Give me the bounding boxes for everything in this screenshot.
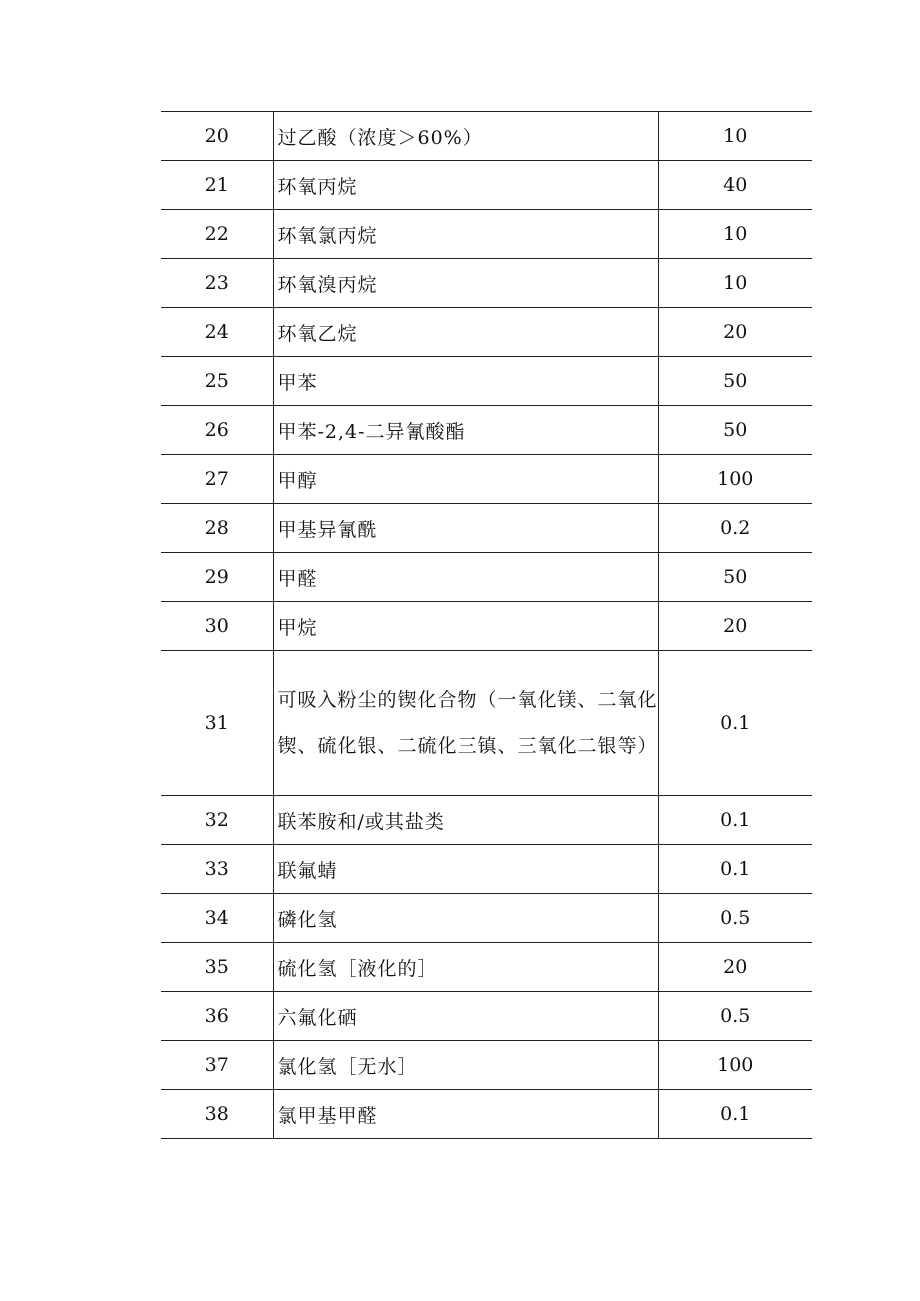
table-row	[161, 161, 812, 210]
table-row	[161, 504, 812, 553]
threshold-quantity: 0.1	[658, 651, 812, 796]
substance-name: 氯甲基甲醛	[273, 1090, 658, 1139]
threshold-quantity: 10	[658, 112, 812, 161]
row-number: 21	[161, 161, 273, 210]
row-number: 35	[161, 943, 273, 992]
substance-name: 氯化氢［无水］	[273, 1041, 658, 1090]
substance-name: 可吸入粉尘的锲化合物（一氧化镁、二氧化锲、硫化银、二硫化三镇、三氧化二银等）	[273, 651, 658, 796]
threshold-quantity: 0.1	[658, 845, 812, 894]
row-number: 30	[161, 602, 273, 651]
substance-name: 磷化氢	[273, 894, 658, 943]
substance-name: 甲醇	[273, 455, 658, 504]
substance-name: 联苯胺和/或其盐类	[273, 796, 658, 845]
table-row	[161, 1041, 812, 1090]
threshold-quantity: 0.1	[658, 1090, 812, 1139]
substance-name: 硫化氢［液化的］	[273, 943, 658, 992]
substance-name: 环氧丙烷	[273, 161, 658, 210]
threshold-quantity: 100	[658, 1041, 812, 1090]
substance-name: 环氧氯丙烷	[273, 210, 658, 259]
row-number: 28	[161, 504, 273, 553]
row-number: 25	[161, 357, 273, 406]
substance-name: 甲苯	[273, 357, 658, 406]
substance-name: 甲基异氰酰	[273, 504, 658, 553]
table-row	[161, 308, 812, 357]
table-row	[161, 943, 812, 992]
substance-name: 甲苯-2,4-二异氰酸酯	[273, 406, 658, 455]
row-number: 29	[161, 553, 273, 602]
substance-name: 甲醛	[273, 553, 658, 602]
substance-name: 甲烷	[273, 602, 658, 651]
row-number: 23	[161, 259, 273, 308]
threshold-quantity: 20	[658, 308, 812, 357]
table-row	[161, 357, 812, 406]
substance-name: 环氧溴丙烷	[273, 259, 658, 308]
table-row	[161, 651, 812, 796]
table-row	[161, 796, 812, 845]
substance-table	[161, 111, 812, 1139]
table-row	[161, 112, 812, 161]
table-row	[161, 894, 812, 943]
threshold-quantity: 20	[658, 943, 812, 992]
threshold-quantity: 0.1	[658, 796, 812, 845]
table-row	[161, 553, 812, 602]
substance-name: 过乙酸（浓度＞60%）	[273, 112, 658, 161]
substance-name: 环氧乙烷	[273, 308, 658, 357]
threshold-quantity: 0.5	[658, 992, 812, 1041]
table-row	[161, 210, 812, 259]
row-number: 37	[161, 1041, 273, 1090]
threshold-quantity: 50	[658, 553, 812, 602]
row-number: 38	[161, 1090, 273, 1139]
table-row	[161, 1090, 812, 1139]
row-number: 20	[161, 112, 273, 161]
threshold-quantity: 10	[658, 210, 812, 259]
threshold-quantity: 40	[658, 161, 812, 210]
row-number: 33	[161, 845, 273, 894]
row-number: 32	[161, 796, 273, 845]
table-row	[161, 259, 812, 308]
row-number: 26	[161, 406, 273, 455]
row-number: 36	[161, 992, 273, 1041]
table-row	[161, 455, 812, 504]
threshold-quantity: 20	[658, 602, 812, 651]
threshold-quantity: 100	[658, 455, 812, 504]
threshold-quantity: 0.2	[658, 504, 812, 553]
table-row	[161, 845, 812, 894]
table-row	[161, 406, 812, 455]
row-number: 27	[161, 455, 273, 504]
row-number: 24	[161, 308, 273, 357]
substance-name: 六氟化硒	[273, 992, 658, 1041]
threshold-quantity: 0.5	[658, 894, 812, 943]
table-row	[161, 992, 812, 1041]
substance-name: 联氟蜻	[273, 845, 658, 894]
threshold-quantity: 10	[658, 259, 812, 308]
table-row	[161, 602, 812, 651]
row-number: 31	[161, 651, 273, 796]
row-number: 22	[161, 210, 273, 259]
threshold-quantity: 50	[658, 357, 812, 406]
row-number: 34	[161, 894, 273, 943]
threshold-quantity: 50	[658, 406, 812, 455]
